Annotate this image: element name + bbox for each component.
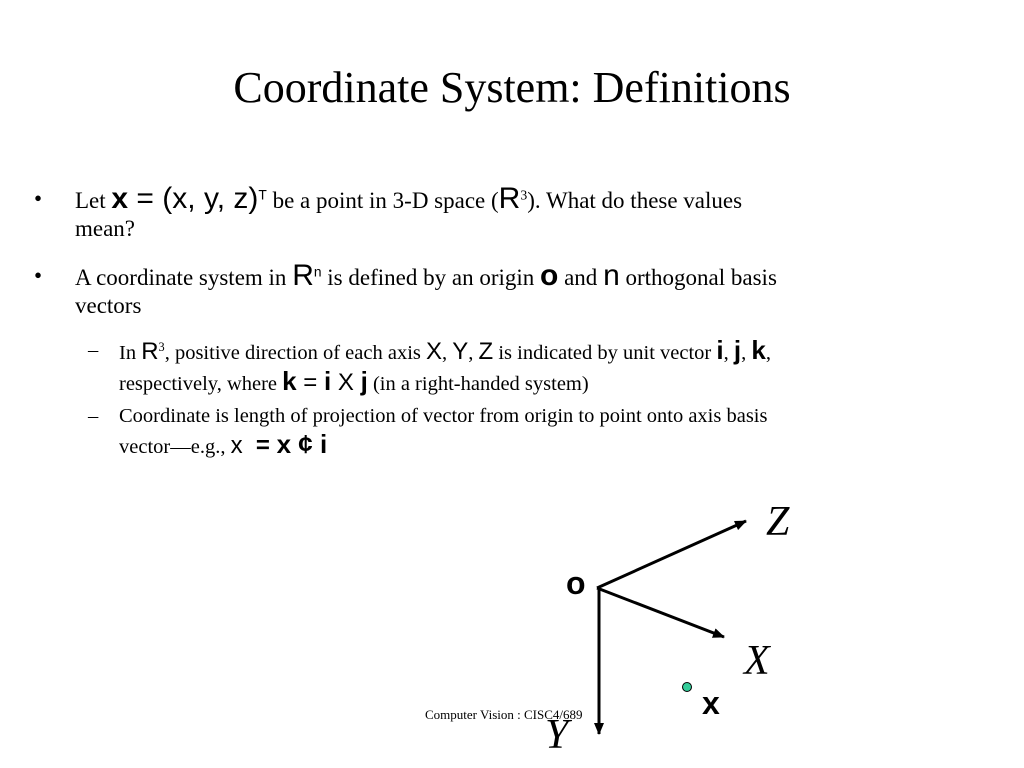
point-label: x: [702, 685, 720, 721]
slide-footer: Computer Vision : CISC4/689: [425, 707, 583, 722]
bullet-marker: •: [34, 263, 43, 288]
text-let: Let: [75, 188, 106, 213]
text-positive: , positive direction of each axis: [164, 342, 426, 364]
vector-x: x: [111, 182, 129, 215]
text-what-values: ). What do these values: [527, 188, 743, 213]
equals-sign: =: [296, 369, 324, 396]
unit-j: j: [360, 366, 368, 396]
tuple-xyz: = (x, y, z): [128, 182, 259, 215]
text-coordinate-length: Coordinate is length of projection of vector from origin to point onto axis basis: [119, 405, 768, 427]
symbol-R: R: [141, 338, 159, 365]
z-axis-arrow: [597, 521, 746, 588]
slide-title: Coordinate System: Definitions: [233, 63, 791, 112]
origin-label: o: [566, 565, 586, 601]
comma: ,: [741, 342, 752, 364]
bullet-marker: •: [34, 186, 43, 211]
text-in: In: [119, 342, 142, 364]
unit-k: k: [282, 366, 297, 396]
point-marker: [683, 683, 692, 692]
cross-sign: X: [331, 369, 361, 396]
unit-i: i: [324, 366, 332, 396]
axis-Z: Z: [478, 338, 494, 365]
dash-marker: –: [88, 339, 99, 361]
x-axis-label: X: [744, 638, 770, 684]
y-axis-label: Y: [545, 712, 569, 758]
text-respectively: respectively, where: [119, 373, 283, 395]
vector-x: x: [276, 429, 292, 459]
symbol-n: n: [603, 259, 620, 292]
text-be-point: be a point in 3-D space (: [266, 188, 499, 213]
unit-j: j: [733, 335, 742, 365]
text-and: and: [558, 265, 604, 290]
origin-o: o: [540, 259, 559, 292]
dash-marker: –: [88, 405, 99, 427]
axis-Y: Y: [452, 338, 469, 365]
x-axis-arrow: [597, 588, 724, 637]
text-orthogonal: orthogonal basis: [619, 265, 777, 290]
unit-i: i: [320, 429, 328, 459]
text-coordinate-system: A coordinate system in: [75, 265, 293, 290]
unit-i: i: [716, 335, 724, 365]
sup-3: 3: [520, 187, 528, 203]
text-vectors: vectors: [75, 293, 142, 318]
comma: ,: [442, 342, 453, 364]
text-indicated: is indicated by unit vector: [493, 342, 717, 364]
text-vector-eg: vector—e.g.,: [119, 436, 231, 458]
sup-3: 3: [158, 340, 165, 355]
comma: ,: [765, 342, 771, 364]
text-right-handed: (in a right-handed system): [367, 373, 589, 395]
equals-sign: =: [242, 432, 277, 459]
sup-n: n: [313, 264, 322, 280]
z-axis-label: Z: [766, 499, 790, 545]
comma: ,: [723, 342, 734, 364]
comma: ,: [468, 342, 479, 364]
dot-operator: ¢: [291, 429, 320, 459]
symbol-R: R: [498, 182, 521, 215]
transpose-sup: T: [258, 187, 267, 203]
symbol-R: R: [292, 259, 314, 292]
text-mean: mean?: [75, 216, 136, 241]
symbol-x: x: [230, 432, 243, 459]
axis-X: X: [426, 338, 443, 365]
text-defined: is defined by an origin: [321, 265, 541, 290]
unit-k: k: [751, 335, 766, 365]
